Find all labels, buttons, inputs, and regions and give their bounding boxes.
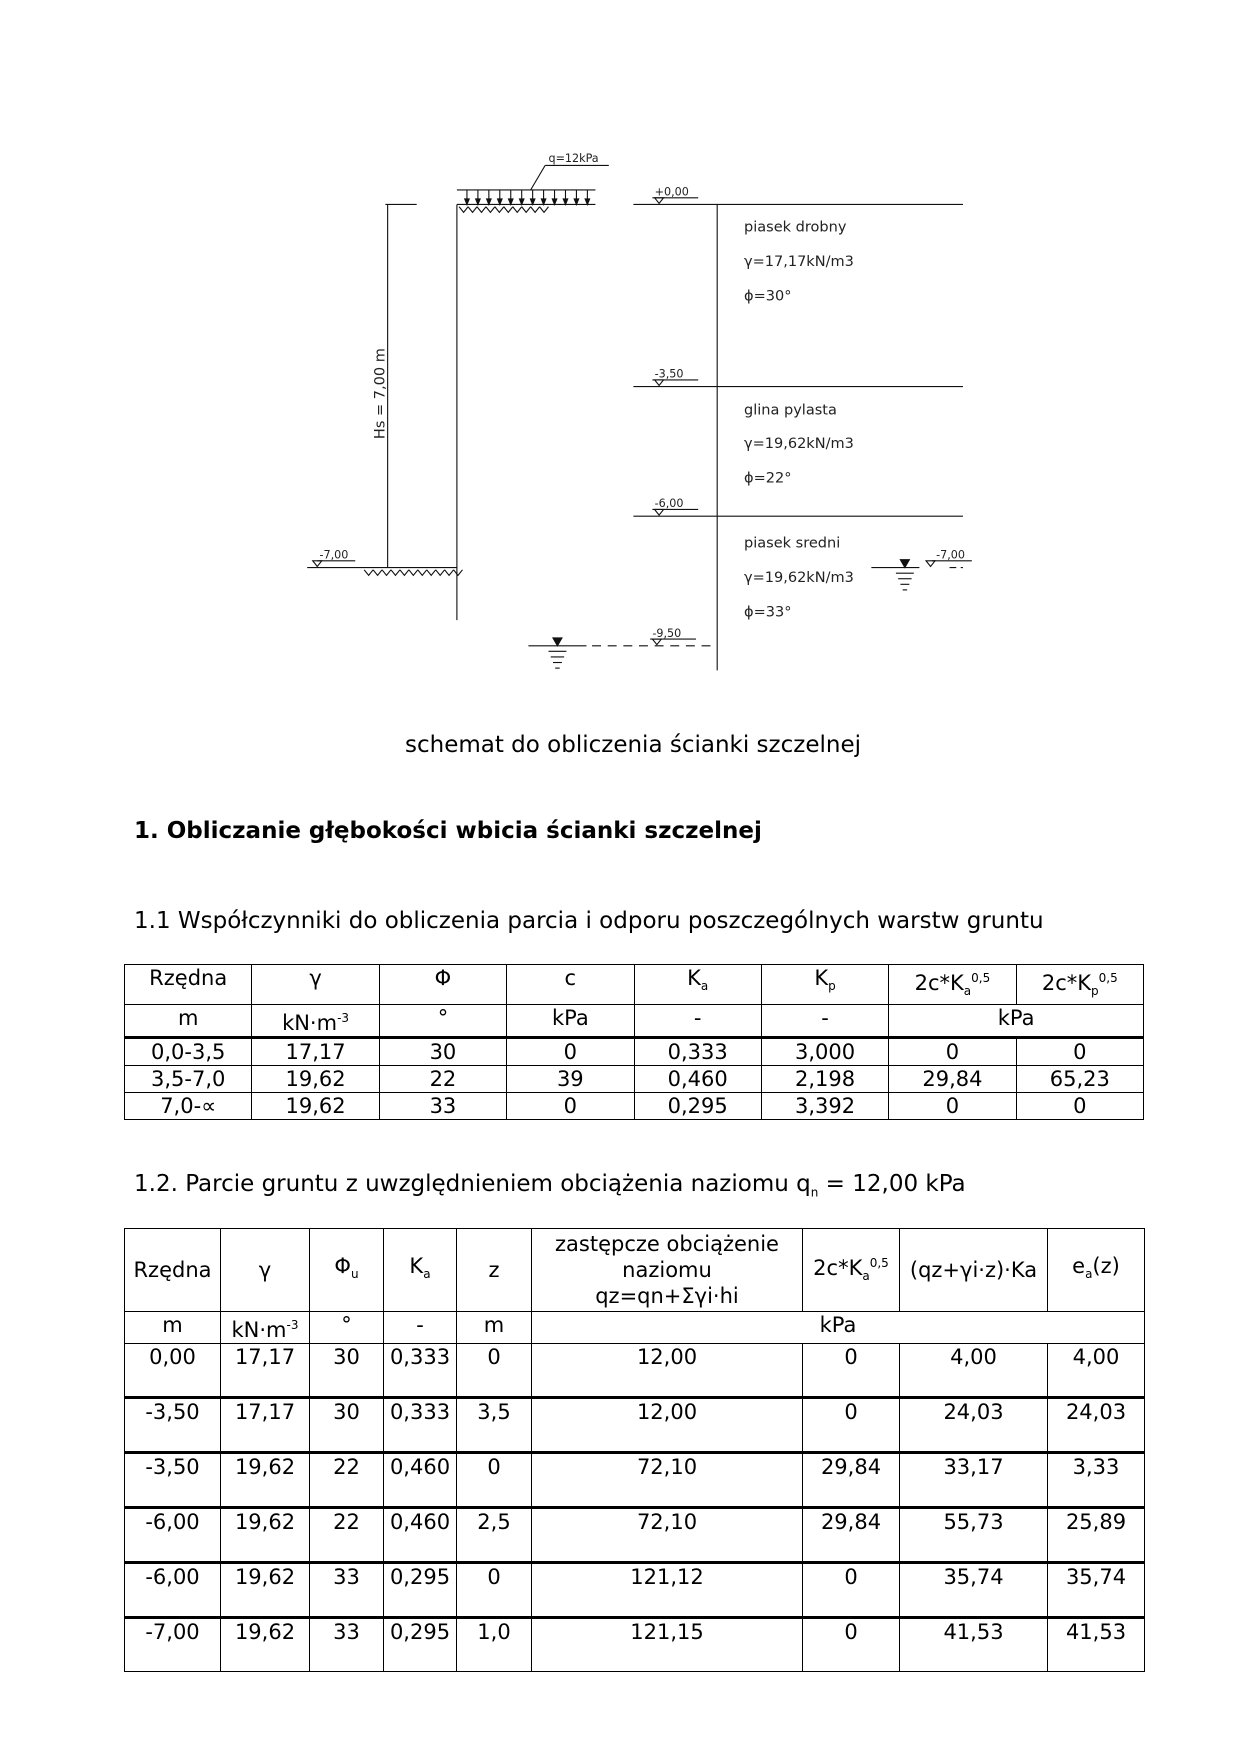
ground-hatch (409, 570, 418, 576)
table-cell: 0 (889, 1038, 1016, 1066)
table-cell: 3,000 (761, 1038, 888, 1066)
table-row (125, 1344, 1145, 1398)
table-cell: 0 (803, 1344, 900, 1398)
col-2c-kp (1016, 965, 1143, 1005)
ground-hatch (459, 207, 468, 213)
col-2c-ka (803, 1229, 900, 1312)
unit-cell: m (125, 1005, 252, 1038)
table-cell: -6,00 (125, 1563, 221, 1618)
table-row (125, 1038, 1144, 1066)
col-c: c (507, 965, 634, 1005)
table-cell: 41,53 (1048, 1618, 1145, 1672)
table-cell: 39 (507, 1066, 634, 1093)
table-cell: 19,62 (252, 1093, 379, 1120)
table-cell: 0 (457, 1563, 532, 1618)
unit-cell: kPa (532, 1312, 1145, 1344)
unit-text: kN·m (231, 1318, 287, 1342)
q-formula: qz=qn+Σγi·hi (595, 1284, 739, 1308)
ground-hatch (495, 207, 504, 213)
2c-kp-label: 2c*K (1041, 971, 1092, 995)
unit-cell: - (634, 1005, 761, 1038)
table-cell: 29,84 (889, 1066, 1016, 1093)
ka-label: K (409, 1253, 424, 1278)
col-rzedna: Rzędna (125, 1229, 221, 1312)
level-marker-water-left (650, 627, 696, 645)
table-header-row (125, 965, 1144, 1005)
unit-cell (221, 1312, 310, 1344)
table-row (125, 1093, 1144, 1120)
2c-ka-label: 2c*K (914, 971, 964, 995)
table-header-row (125, 1229, 1145, 1312)
table-row (125, 1563, 1145, 1618)
table-cell: 65,23 (1016, 1066, 1143, 1093)
table-cell: 72,10 (532, 1508, 803, 1563)
col-rzedna: Rzędna (125, 965, 252, 1005)
kp-sub: p (828, 979, 836, 994)
ground-hatch (540, 207, 549, 213)
table-cell: 22 (310, 1508, 384, 1563)
earth-pressure-table (124, 1228, 1145, 1672)
svg-text:-3,50: -3,50 (654, 367, 684, 381)
ground-hatch (373, 570, 382, 576)
table-cell: 0,460 (634, 1066, 761, 1093)
table-cell: 33 (310, 1618, 384, 1672)
table-row (125, 1066, 1144, 1093)
ground-hatch (504, 207, 513, 213)
table-cell: 17,17 (221, 1344, 310, 1398)
table-cell: 19,62 (252, 1066, 379, 1093)
table-cell: 3,392 (761, 1093, 888, 1120)
table-cell: 2,5 (457, 1508, 532, 1563)
table-cell: 17,17 (221, 1398, 310, 1453)
table-cell: 19,62 (221, 1508, 310, 1563)
level-marker-top (652, 186, 698, 204)
table-cell: 35,74 (1048, 1563, 1145, 1618)
ground-hatch (400, 570, 409, 576)
load-label: q=12kPa (548, 152, 599, 166)
table-cell: 0 (457, 1453, 532, 1508)
layer-3-gamma: γ=19,62kN/m3 (744, 570, 854, 587)
diagram-caption: schemat do obliczenia ścianki szczelnej (404, 732, 861, 758)
q-header: zastępcze obciążenie naziomu (555, 1232, 779, 1282)
ka-label: K (687, 966, 701, 990)
ground-hatch (454, 570, 463, 576)
ground-hatch (477, 207, 486, 213)
table-cell: 29,84 (803, 1508, 900, 1563)
layer-2-gamma: γ=19,62kN/m3 (744, 436, 854, 453)
table-cell: 17,17 (252, 1038, 379, 1066)
unit-cell: kPa (889, 1005, 1144, 1038)
ground-hatch (522, 207, 531, 213)
2c-kp-sub: p (1091, 984, 1099, 999)
unit-cell (252, 1005, 379, 1038)
col-ka (634, 965, 761, 1005)
table-cell: -7,00 (125, 1618, 221, 1672)
table-cell: 2,198 (761, 1066, 888, 1093)
table-cell: 0,295 (634, 1093, 761, 1120)
layer-2-phi: ϕ=22° (744, 470, 792, 487)
ground-hatch (513, 207, 522, 213)
table-cell: 0,295 (384, 1618, 457, 1672)
ground-hatch (418, 570, 427, 576)
table-cell: 0 (1016, 1038, 1143, 1066)
table-units-row (125, 1005, 1144, 1038)
table-row (125, 1618, 1145, 1672)
table-cell: 33,17 (900, 1453, 1048, 1508)
table-cell: 0 (1016, 1093, 1143, 1120)
unit-cell: m (125, 1312, 221, 1344)
table-cell: 1,0 (457, 1618, 532, 1672)
section-1-1-heading: 1.1 Współczynniki do obliczenia parcia i odporu poszczególnych warstw gruntu (134, 908, 1044, 934)
col-2c-ka (889, 965, 1016, 1005)
water-table-right (871, 549, 972, 590)
table-cell: 22 (379, 1066, 506, 1093)
2c-ka-sub: a (862, 1269, 870, 1284)
table-cell: 0,295 (384, 1563, 457, 1618)
ground-hatch (382, 570, 391, 576)
col-ea (1048, 1229, 1145, 1312)
unit-cell: kPa (507, 1005, 634, 1038)
col-q (532, 1229, 803, 1312)
table-cell: 30 (310, 1398, 384, 1453)
surcharge-load (457, 152, 609, 212)
table-cell: 3,5-7,0 (125, 1066, 252, 1093)
table-cell: 7,0-∝ (125, 1093, 252, 1120)
col-phi: Φ (379, 965, 506, 1005)
svg-text:-6,00: -6,00 (654, 497, 684, 511)
unit-cell: ° (379, 1005, 506, 1038)
table-cell: 35,74 (900, 1563, 1048, 1618)
col-gamma: γ (221, 1229, 310, 1312)
heading-text: 1.2. Parcie gruntu z uwzględnieniem obciążenia naziomu q (134, 1171, 811, 1197)
table-cell: 33 (379, 1093, 506, 1120)
unit-cell: ° (310, 1312, 384, 1344)
table-cell: 0 (507, 1093, 634, 1120)
table-cell: 33 (310, 1563, 384, 1618)
table-cell: 0 (889, 1093, 1016, 1120)
table-cell: 12,00 (532, 1398, 803, 1453)
2c-ka-exp: 0,5 (971, 971, 991, 985)
2c-kp-exp: 0,5 (1098, 971, 1118, 985)
2c-ka-exp: 0,5 (869, 1256, 889, 1271)
layer-3-phi: ϕ=33° (744, 604, 792, 621)
ea-sub: a (1085, 1267, 1093, 1282)
table-cell: 29,84 (803, 1453, 900, 1508)
unit-cell: - (761, 1005, 888, 1038)
heading-value: = 12,00 kPa (818, 1171, 966, 1197)
table-cell: 3,33 (1048, 1453, 1145, 1508)
table-cell: 22 (310, 1453, 384, 1508)
table-cell: 0 (457, 1344, 532, 1398)
section-1-heading: 1. Obliczanie głębokości wbicia ścianki szczelnej (134, 818, 762, 844)
level-marker-l1 (652, 368, 698, 386)
table-cell: 121,15 (532, 1618, 803, 1672)
svg-text:-7,00: -7,00 (936, 548, 966, 562)
ka-sub: a (423, 1267, 431, 1282)
table-cell: 0,460 (384, 1508, 457, 1563)
table-units-row (125, 1312, 1145, 1344)
table-cell: 19,62 (221, 1453, 310, 1508)
table-cell: 30 (379, 1038, 506, 1066)
layer-1-gamma: γ=17,17kN/m3 (744, 253, 854, 270)
ka-sub: a (700, 979, 709, 994)
level-marker-excavation (313, 549, 355, 567)
svg-text:+0,00: +0,00 (654, 185, 689, 199)
table-cell: 25,89 (1048, 1508, 1145, 1563)
table-cell: 55,73 (900, 1508, 1048, 1563)
water-table-left (528, 638, 717, 668)
table-cell: 24,03 (1048, 1398, 1145, 1453)
ea-tail: (z) (1092, 1253, 1120, 1278)
unit-exp: -3 (337, 1011, 350, 1026)
svg-text:-9,50: -9,50 (652, 626, 682, 640)
ground-hatch (486, 207, 495, 213)
ground-hatch (391, 570, 400, 576)
table-cell: -6,00 (125, 1508, 221, 1563)
heading-sub: n (810, 1185, 819, 1200)
unit-text: kN·m (282, 1011, 338, 1036)
table-cell: 4,00 (900, 1344, 1048, 1398)
table-cell: 121,12 (532, 1563, 803, 1618)
layer-2-name: glina pylasta (744, 402, 837, 419)
col-z: z (457, 1229, 532, 1312)
phi-label: Φ (334, 1253, 351, 1278)
table-cell: 30 (310, 1344, 384, 1398)
layer-3-name: piasek sredni (744, 535, 841, 552)
table-cell: 0,333 (384, 1398, 457, 1453)
table-cell: 12,00 (532, 1344, 803, 1398)
col-pressure: (qz+γi·z)·Ka (900, 1229, 1048, 1312)
table-row (125, 1453, 1145, 1508)
col-gamma: γ (252, 965, 379, 1005)
ground-hatch (427, 570, 436, 576)
table-cell: -3,50 (125, 1398, 221, 1453)
table-cell: 19,62 (221, 1618, 310, 1672)
ground-hatch (445, 570, 454, 576)
col-phi (310, 1229, 384, 1312)
col-ka (384, 1229, 457, 1312)
ground-hatch (531, 207, 540, 213)
ground-hatch (468, 207, 477, 213)
table-cell: 0 (803, 1398, 900, 1453)
svg-text:-7,00: -7,00 (319, 548, 349, 562)
section-1-2-heading (134, 1171, 966, 1200)
table-cell: 0,0-3,5 (125, 1038, 252, 1066)
level-marker-l2 (652, 497, 698, 515)
ea-label: e (1072, 1253, 1086, 1278)
table-cell: 0,333 (384, 1344, 457, 1398)
table-cell: 0,00 (125, 1344, 221, 1398)
table-cell: 41,53 (900, 1618, 1048, 1672)
coefficients-table (124, 964, 1144, 1120)
kp-label: K (814, 966, 829, 990)
table-cell: 0 (803, 1618, 900, 1672)
2c-ka-sub: a (963, 984, 972, 999)
table-cell: 19,62 (221, 1563, 310, 1618)
col-kp (761, 965, 888, 1005)
ground-hatch (364, 570, 373, 576)
unit-exp: -3 (286, 1318, 299, 1332)
table-cell: 3,5 (457, 1398, 532, 1453)
table-cell: 72,10 (532, 1453, 803, 1508)
2c-ka-label: 2c*K (813, 1256, 863, 1281)
table-row (125, 1398, 1145, 1453)
table-cell: -3,50 (125, 1453, 221, 1508)
table-cell: 0,460 (384, 1453, 457, 1508)
phi-sub: u (350, 1267, 359, 1282)
table-cell: 0 (507, 1038, 634, 1066)
height-dimension-label: Hs = 7,00 m (372, 348, 389, 440)
layer-1-phi: ϕ=30° (744, 288, 792, 305)
table-cell: 24,03 (900, 1398, 1048, 1453)
layer-1-name: piasek drobny (744, 219, 847, 236)
unit-cell: - (384, 1312, 457, 1344)
table-cell: 0 (803, 1563, 900, 1618)
ground-hatch (436, 570, 445, 576)
table-cell: 0,333 (634, 1038, 761, 1066)
unit-cell: m (457, 1312, 532, 1344)
table-row (125, 1508, 1145, 1563)
table-cell: 4,00 (1048, 1344, 1145, 1398)
